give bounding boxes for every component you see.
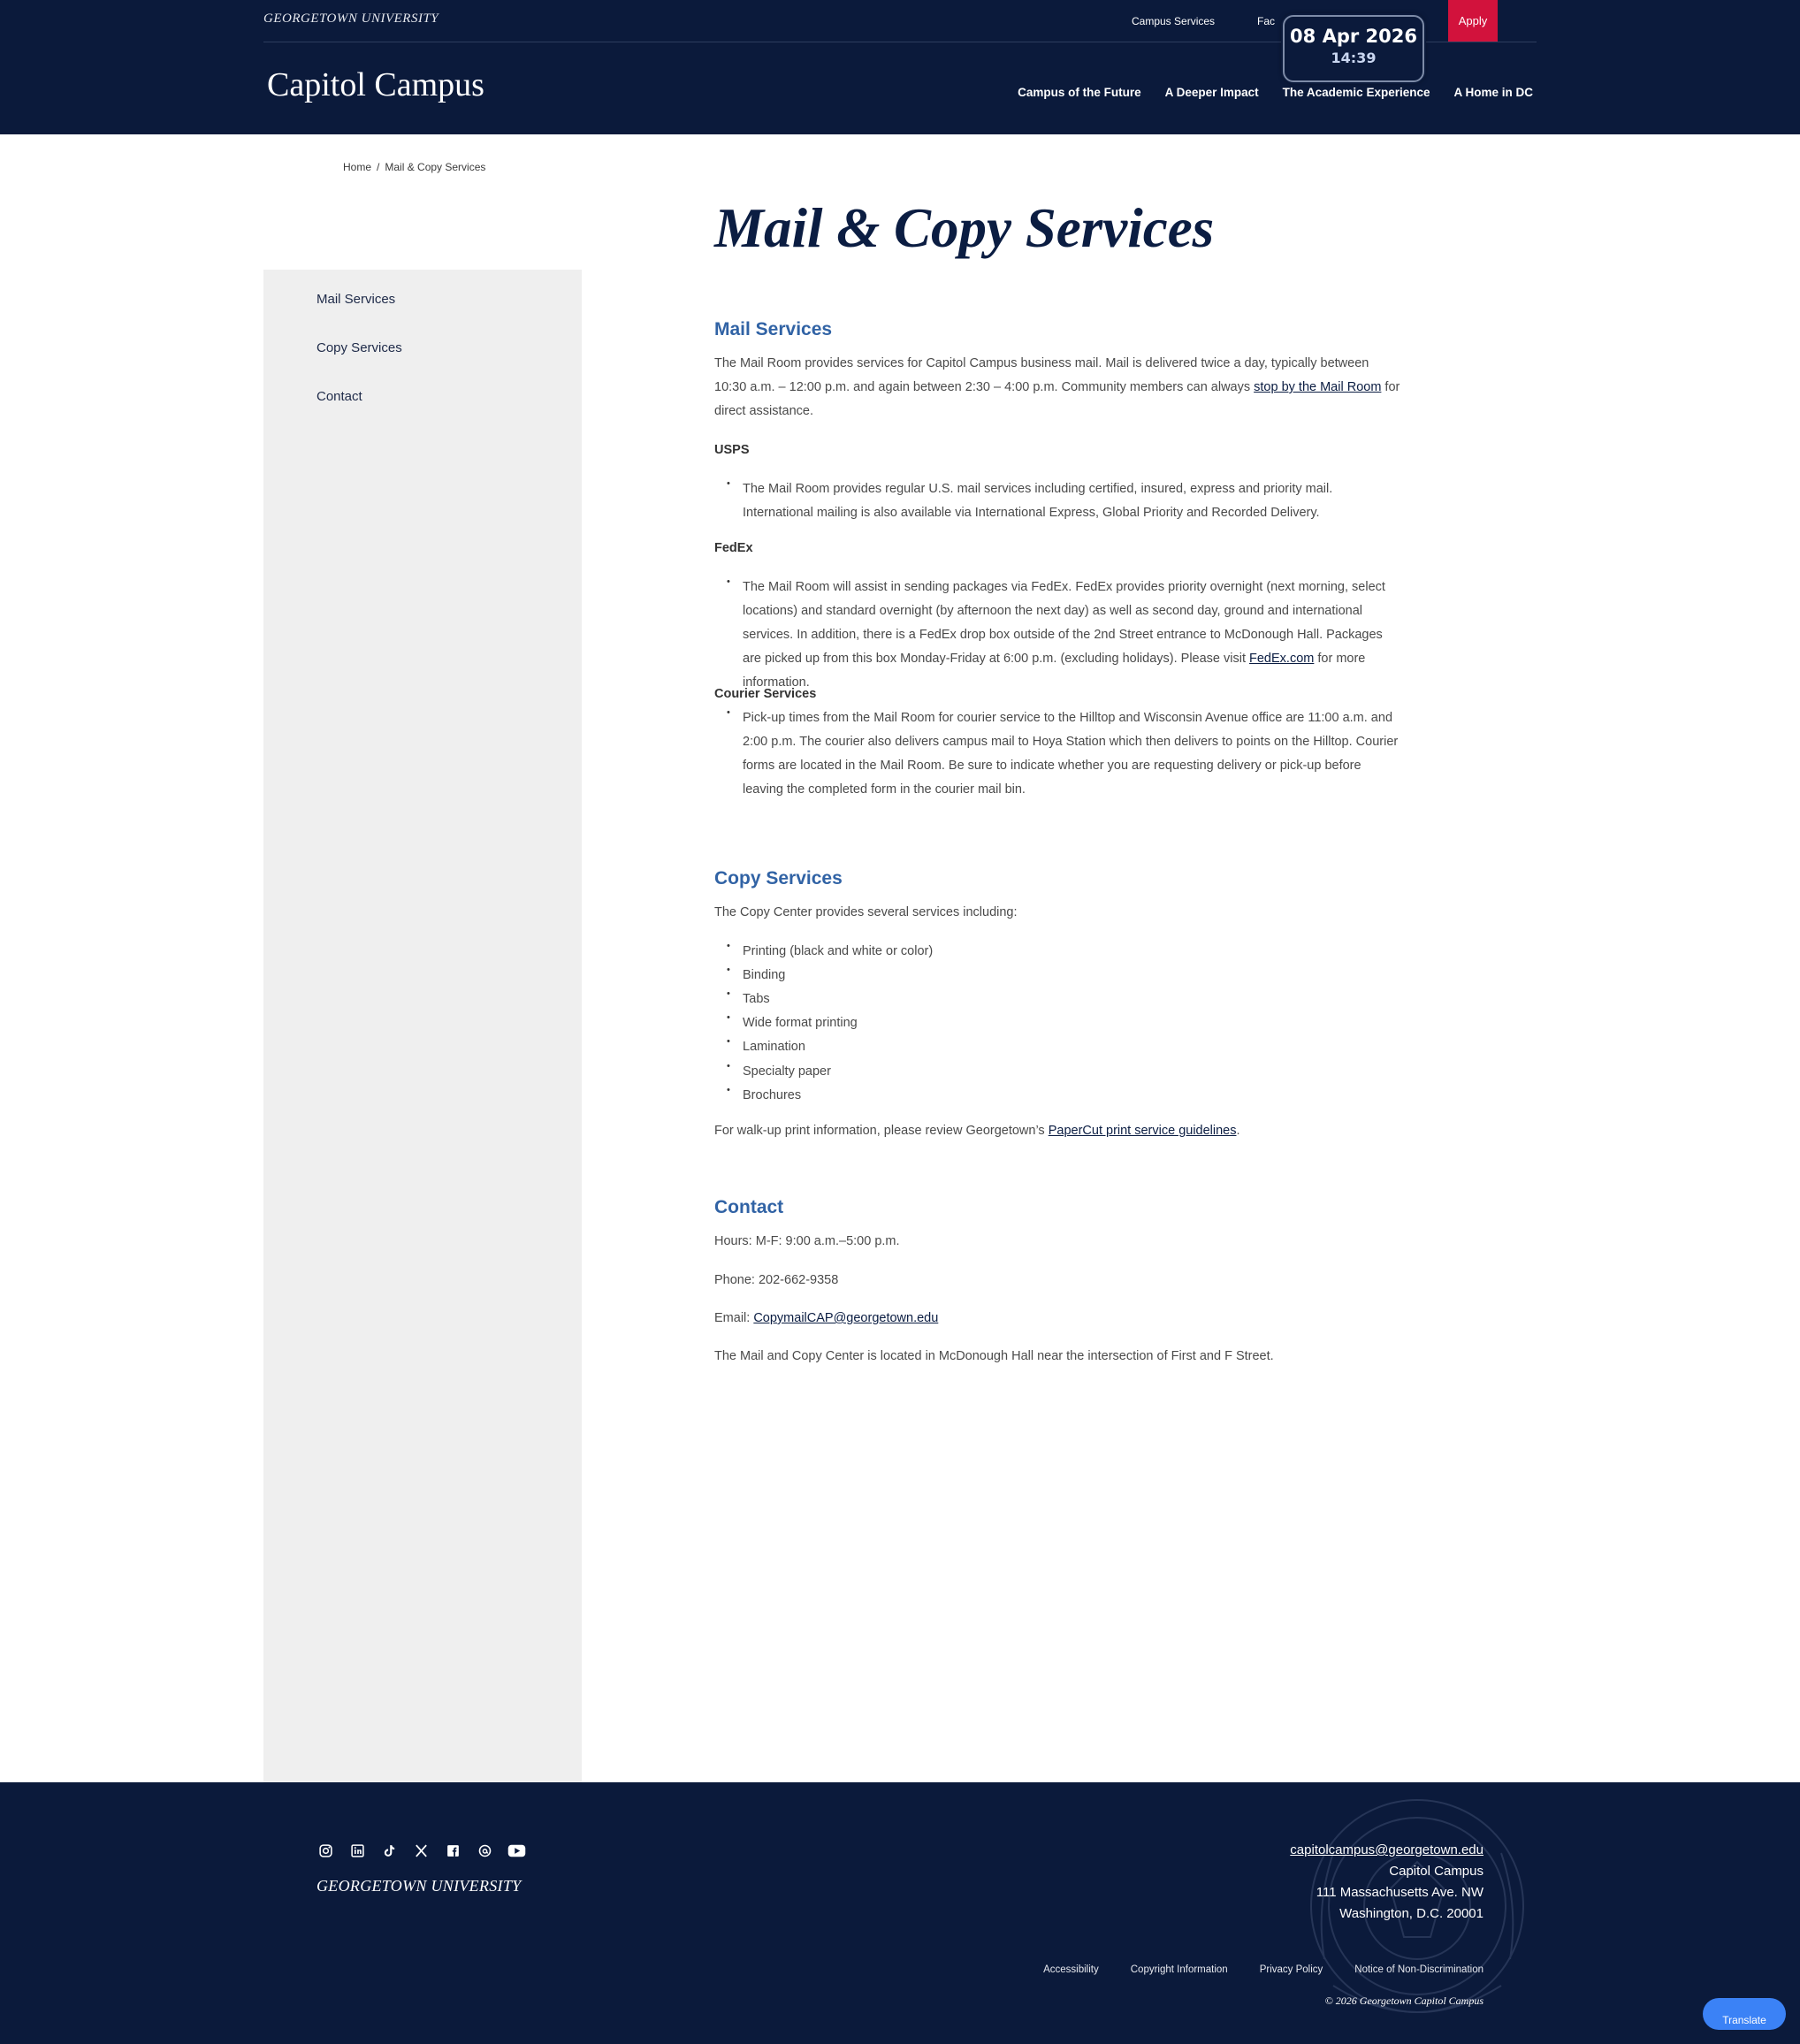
footer-address-line: Capitol Campus bbox=[1389, 1864, 1483, 1879]
copy-service-item bbox=[727, 1087, 801, 1104]
breadcrumb bbox=[343, 161, 485, 173]
sidebar-item-contact[interactable]: Contact bbox=[317, 389, 362, 404]
tiktok-icon[interactable] bbox=[380, 1842, 399, 1860]
x-icon[interactable] bbox=[412, 1842, 431, 1860]
social-links bbox=[317, 1842, 526, 1860]
utility-nav bbox=[1132, 0, 1275, 42]
linkedin-icon[interactable] bbox=[348, 1842, 367, 1860]
copy-service-item bbox=[727, 990, 770, 1008]
georgetown-university-wordmark[interactable]: GEORGETOWN UNIVERSITY bbox=[263, 11, 439, 26]
copy-services-intro: The Copy Center provides several services including: bbox=[714, 905, 1018, 919]
fedex-text-end: for more information. bbox=[743, 652, 1366, 690]
sidebar bbox=[263, 270, 582, 1782]
copy-service-item-label: • Lamination bbox=[743, 1040, 805, 1054]
fedex-link[interactable]: FedEx.com bbox=[1249, 652, 1315, 666]
fedex-bullet bbox=[727, 576, 1404, 695]
sidebar-item-copy-services[interactable]: Copy Services bbox=[317, 340, 402, 355]
copy-service-item bbox=[727, 1063, 831, 1080]
footer-contact-block bbox=[1290, 1840, 1483, 1925]
nav-a-home-in-dc[interactable]: A Home in DC bbox=[1453, 86, 1533, 99]
sidebar-item-mail-services[interactable]: Mail Services bbox=[317, 292, 396, 307]
copy-service-item-label: • Binding bbox=[743, 968, 786, 982]
stop-by-mail-room-link[interactable]: stop by the Mail Room bbox=[1254, 380, 1382, 394]
courier-services-heading: Courier Services bbox=[714, 687, 817, 701]
courier-bullet bbox=[727, 706, 1404, 802]
breadcrumb-home[interactable]: Home bbox=[343, 161, 372, 173]
facebook-icon[interactable] bbox=[444, 1842, 462, 1860]
site-title[interactable]: Capitol Campus bbox=[267, 66, 484, 103]
courier-text: • Pick-up times from the Mail Room for courier service to the Hilltop and Wisconsin Avenue office are 11:00 a.m. and 2:00 p.m. The courier also delivers campus mail to Hoya Station which then delivers to points on the Hilltop. Courier forms are located in the Mail Room. Be sure to indicate whether you are requesting delivery or pick-up before leaving the completed form in the courier mail bin. bbox=[743, 711, 1399, 797]
breadcrumb-current: Mail & Copy Services bbox=[385, 161, 486, 173]
copy-service-item-label: • Tabs bbox=[743, 992, 770, 1006]
translate-button[interactable]: Translate bbox=[1703, 1998, 1786, 2030]
mail-intro-text-end: for direct assistance. bbox=[714, 380, 1400, 418]
contact-phone: Phone: 202-662-9358 bbox=[714, 1273, 839, 1287]
main-nav bbox=[994, 86, 1533, 99]
breadcrumb-separator: / bbox=[377, 161, 380, 173]
copy-service-item-label: • Specialty paper bbox=[743, 1064, 831, 1079]
contact-email-line bbox=[714, 1307, 1404, 1331]
youtube-icon[interactable] bbox=[507, 1842, 526, 1860]
contact-heading: Contact bbox=[714, 1197, 784, 1217]
fedex-text bbox=[743, 576, 1404, 695]
footer-address-line: Washington, D.C. 20001 bbox=[1339, 1906, 1483, 1921]
mail-services-intro bbox=[714, 352, 1404, 423]
copy-services-heading: Copy Services bbox=[714, 868, 843, 889]
email-label: Email: bbox=[714, 1311, 754, 1325]
contact-hours: Hours: M-F: 9:00 a.m.–5:00 p.m. bbox=[714, 1234, 900, 1248]
mail-services-heading: Mail Services bbox=[714, 319, 833, 339]
footer-legal-links bbox=[1043, 1964, 1483, 1975]
usps-heading: USPS bbox=[714, 443, 750, 457]
clock-date: 08 Apr 2026 bbox=[1290, 26, 1417, 47]
usps-bullet bbox=[727, 477, 1404, 525]
copyright-notice: © 2026 Georgetown Capitol Campus bbox=[1324, 1994, 1483, 2007]
apply-button[interactable]: Apply bbox=[1448, 0, 1498, 42]
footer-georgetown-wordmark[interactable]: GEORGETOWN UNIVERSITY bbox=[317, 1877, 522, 1895]
mail-intro-text: The Mail Room provides services for Capitol Campus business mail. Mail is delivered twice a day, typically between 10:30 a.m. – 12:00 p.m. and again between 2:30 – 4:00 p.m. Community members can always bbox=[714, 356, 1369, 394]
notice-of-non-discrimination-link[interactable]: Notice of Non-Discrimination bbox=[1354, 1964, 1483, 1975]
walkup-print-info bbox=[714, 1119, 1404, 1143]
nav-the-academic-experience[interactable]: The Academic Experience bbox=[1282, 86, 1430, 99]
fedex-heading: FedEx bbox=[714, 541, 753, 555]
clock-time: 14:39 bbox=[1331, 50, 1377, 66]
copy-service-item bbox=[727, 966, 785, 984]
copy-service-item bbox=[727, 1038, 805, 1056]
copy-service-item-label: • Wide format printing bbox=[743, 1016, 858, 1030]
utility-link-faculty[interactable]: Fac bbox=[1257, 14, 1276, 27]
copyright-information-link[interactable]: Copyright Information bbox=[1130, 1964, 1228, 1975]
nav-campus-of-the-future[interactable]: Campus of the Future bbox=[1018, 86, 1141, 99]
threads-icon[interactable] bbox=[476, 1842, 494, 1860]
copy-service-item bbox=[727, 942, 933, 960]
instagram-icon[interactable] bbox=[317, 1842, 335, 1860]
site-header bbox=[0, 0, 1800, 134]
footer-email-link[interactable]: capitolcampus@georgetown.edu bbox=[1290, 1842, 1483, 1857]
copy-service-item-label: • Printing (black and white or color) bbox=[743, 944, 934, 958]
footer-address-line: 111 Massachusetts Ave. NW bbox=[1316, 1885, 1483, 1900]
walkup-text-end: . bbox=[1236, 1124, 1240, 1138]
utility-link-campus-services[interactable]: Campus Services bbox=[1132, 14, 1216, 27]
site-footer bbox=[0, 1782, 1800, 2044]
contact-email-link[interactable]: CopymailCAP@georgetown.edu bbox=[753, 1311, 939, 1325]
page-title: Mail & Copy Services bbox=[714, 197, 1215, 259]
fedex-text-start: The Mail Room will assist in sending packages via FedEx. FedEx provides priority overnight (next morning, select locations) and standard overnight (by afternoon the next day) as well as second day, ground and international services. In addition, there is a FedEx drop box outside of the 2nd Street entrance to McDonough Hall. Packages are picked up from this box Monday-Friday at 6:00 p.m. (excluding holidays). Please visit bbox=[743, 580, 1385, 666]
copy-service-item bbox=[727, 1014, 858, 1032]
date-time-widget bbox=[1283, 15, 1424, 82]
walkup-text: For walk-up print information, please review Georgetown’s bbox=[714, 1124, 1049, 1138]
usps-text: • The Mail Room provides regular U.S. mail services including certified, insured, express and priority mail. International mailing is also available via International Express, Global Priority and Recorded Delivery. bbox=[743, 482, 1333, 520]
papercut-guidelines-link[interactable]: PaperCut print service guidelines bbox=[1048, 1124, 1237, 1138]
copy-service-item-label: • Brochures bbox=[743, 1088, 802, 1102]
accessibility-link[interactable]: Accessibility bbox=[1043, 1964, 1099, 1975]
contact-location: The Mail and Copy Center is located in McDonough Hall near the intersection of First and F Street. bbox=[714, 1349, 1274, 1363]
nav-a-deeper-impact[interactable]: A Deeper Impact bbox=[1164, 86, 1259, 99]
privacy-policy-link[interactable]: Privacy Policy bbox=[1259, 1964, 1323, 1975]
